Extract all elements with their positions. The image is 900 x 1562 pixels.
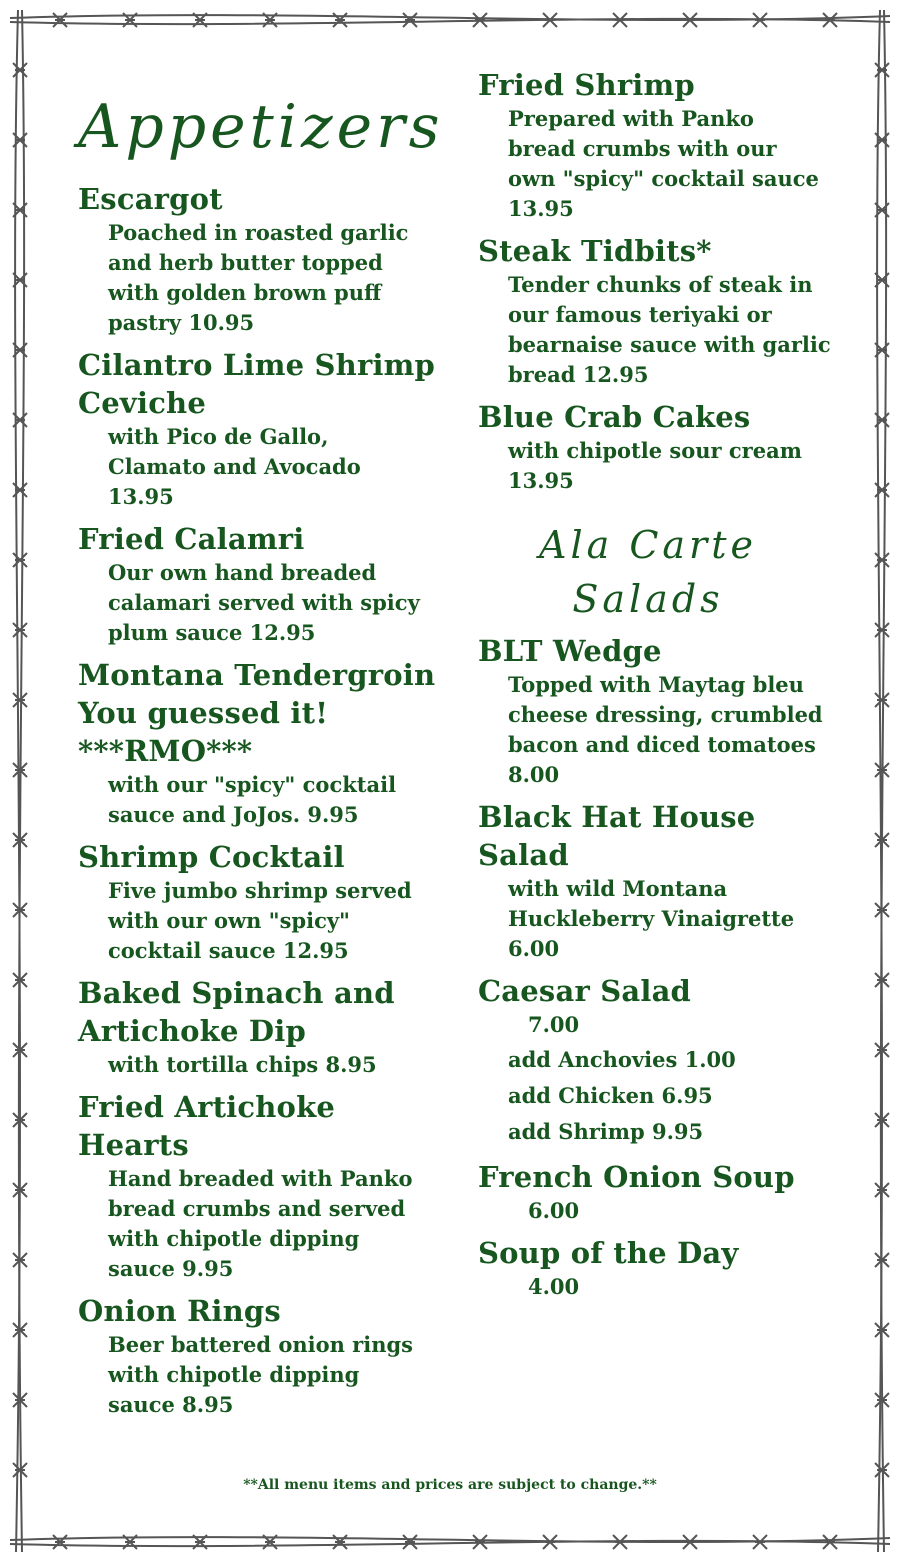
item-name: Onion Rings [78, 1294, 281, 1328]
wire-barb [333, 1535, 347, 1549]
item-name: Shrimp Cocktail [78, 840, 345, 874]
item-description: Poached in roasted garlic and herb butter topped with golden brown puff pastry 10.95 [108, 220, 409, 335]
wire-barb [13, 203, 27, 217]
wire-barb [13, 693, 27, 707]
wire-barb [613, 1535, 627, 1549]
item-description: Tender chunks of steak in our famous teriyaki or bearnaise sauce with garlic bread 12.95 [508, 272, 831, 387]
item-description: with tortilla chips 8.95 [108, 1052, 377, 1077]
wire-barb [13, 623, 27, 637]
item-description: Hand breaded with Panko bread crumbs and served with chipotle dipping sauce 9.95 [108, 1166, 413, 1281]
wire-barb [875, 623, 889, 637]
appetizers-heading: Appetizers [78, 92, 444, 162]
item-name: Steak Tidbits* [478, 234, 712, 268]
wire-barb [683, 1535, 697, 1549]
wire-barb [875, 133, 889, 147]
menu-item [78, 656, 438, 830]
addon-item: add Chicken 6.95 [508, 1083, 713, 1108]
wire-barb [683, 13, 697, 27]
menu-item [478, 972, 838, 1150]
addon-item: add Shrimp 9.95 [508, 1119, 704, 1144]
wire-barb [823, 13, 837, 27]
wire-barb [13, 553, 27, 567]
menu-item [478, 1158, 838, 1226]
menu-item [78, 838, 438, 966]
wire-barb [543, 1535, 557, 1549]
left-column [78, 92, 444, 1428]
item-description: with Pico de Gallo, Clamato and Avocado 13.95 [108, 424, 361, 509]
salads-heading: Ala Carte Salads [539, 523, 757, 621]
wire-barb [403, 1535, 417, 1549]
item-name: Blue Crab Cakes [478, 400, 751, 434]
menu-item [78, 180, 438, 338]
item-name: Caesar Salad [478, 974, 692, 1008]
wire-barb [13, 63, 27, 77]
menu-item [78, 1292, 438, 1420]
wire-barb [875, 273, 889, 287]
item-name: Fried Artichoke Hearts [78, 1090, 336, 1162]
appetizers-list [78, 180, 438, 1420]
right-column [478, 66, 838, 1310]
footnote: **All menu items and prices are subject to change.** [243, 1477, 657, 1493]
item-name: Montana Tendergroin You guessed it! ***RMO*** [78, 658, 436, 768]
salads-list [478, 632, 838, 964]
item-name: French Onion Soup [478, 1160, 795, 1194]
item-name: Fried Shrimp [478, 68, 695, 102]
wire-barb [543, 13, 557, 27]
menu-item [478, 66, 838, 224]
item-description: Our own hand breaded calamari served with spicy plum sauce 12.95 [108, 560, 420, 645]
item-description: Prepared with Panko bread crumbs with our own "spicy" cocktail sauce 13.95 [508, 106, 819, 221]
item-name: Soup of the Day [478, 1236, 739, 1270]
item-name: Black Hat House Salad [478, 800, 756, 872]
item-name: BLT Wedge [478, 634, 662, 668]
menu-item [478, 798, 838, 964]
item-description: with chipotle sour cream 13.95 [508, 438, 802, 493]
menu-item [78, 1088, 438, 1284]
menu-item [78, 346, 438, 512]
wire-barb [473, 1535, 487, 1549]
item-description: with our "spicy" cocktail sauce and JoJos. 9.95 [108, 772, 397, 827]
wire-barb [875, 63, 889, 77]
wire-barb [13, 483, 27, 497]
item-description: Beer battered onion rings with chipotle dipping sauce 8.95 [108, 1332, 413, 1417]
item-description: Five jumbo shrimp served with our own "spicy" cocktail sauce 12.95 [108, 878, 412, 963]
wire-barb [13, 413, 27, 427]
appetizers-continued-list [478, 66, 838, 496]
menu-item [478, 1234, 838, 1302]
menu-item [478, 232, 838, 390]
item-price: 6.00 [528, 1198, 580, 1223]
wire-barb [13, 273, 27, 287]
wire-barb [875, 483, 889, 497]
wire-barb [13, 343, 27, 357]
menu-item [78, 974, 438, 1080]
wire-barb [53, 13, 67, 27]
item-name: Cilantro Lime Shrimp Ceviche [78, 348, 436, 420]
wire-barb [753, 1535, 767, 1549]
item-name: Baked Spinach and Artichoke Dip [78, 976, 395, 1048]
wire-barb [875, 203, 889, 217]
wire-barb [53, 1535, 67, 1549]
wire-barb [875, 693, 889, 707]
menu-item [78, 520, 438, 648]
wire-barb [875, 343, 889, 357]
wire-barb [473, 13, 487, 27]
item-price: 4.00 [528, 1274, 580, 1299]
menu-item [478, 398, 838, 496]
addon-item: add Anchovies 1.00 [508, 1047, 736, 1072]
wire-barb [333, 13, 347, 27]
menu-item [478, 632, 838, 790]
item-description: with wild Montana Huckleberry Vinaigrette 6.00 [508, 876, 795, 961]
wire-barb [875, 553, 889, 567]
wire-barb [753, 13, 767, 27]
wire-barb [613, 13, 627, 27]
wire-barb [13, 133, 27, 147]
item-name: Escargot [78, 182, 223, 216]
wire-barb [403, 13, 417, 27]
item-name: Fried Calamri [78, 522, 305, 556]
wire-barb [875, 413, 889, 427]
item-description: Topped with Maytag bleu cheese dressing, crumbled bacon and diced tomatoes 8.00 [508, 672, 823, 787]
item-price: 7.00 [528, 1012, 580, 1037]
wire-barb [823, 1535, 837, 1549]
